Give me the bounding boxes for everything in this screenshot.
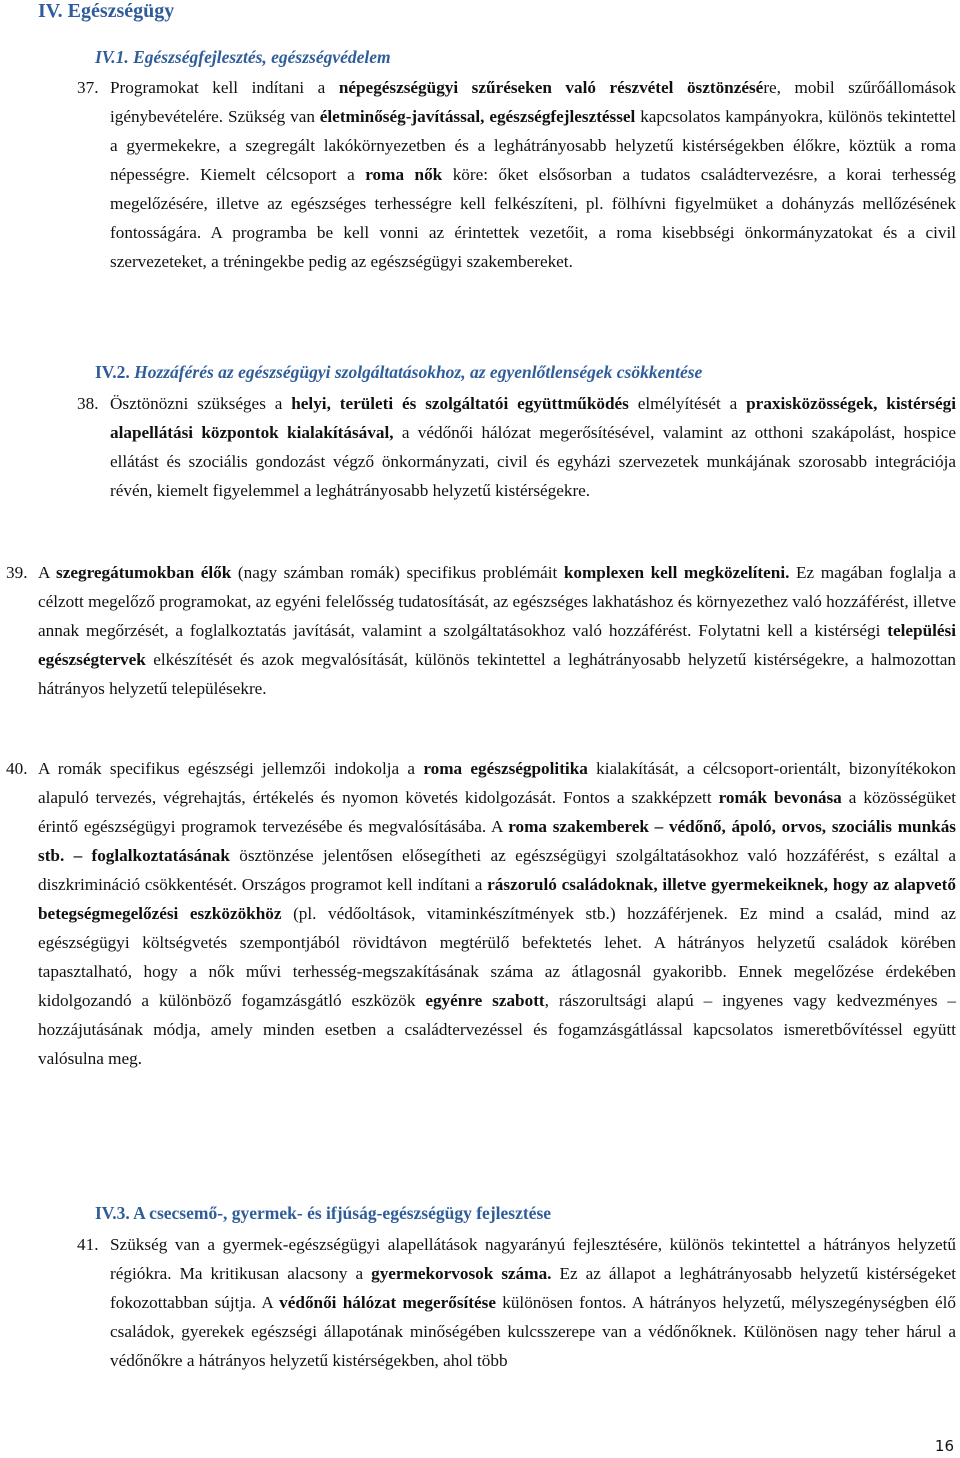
- text-run: köre: őket elsősorban a tudatos családtervezésre, a korai terhesség megelőzésére, illetve az egészséges terhességre kell felkészíteni, pl. fölhívni figyelmüket a dohányzás mellőzésének fontosságára. A programba be kell vonni az érintettek vezetőit, a roma kisebbségi önkormányzatokat és a civil szervezeteket, a tréningekbe pedig az egészségügyi szakembereket.: [110, 165, 956, 271]
- text-run: ösztönzése jelentősen elősegítheti az egészségügyi szolgáltatásokhoz való hozzáférést, s ezáltal a diszkrimináció csökkentését. Országos programot kell indítani a: [38, 846, 956, 894]
- bold-text: roma szakemberek – védőnő, ápoló, orvos, szociális munkás stb. – foglalkoztatásának: [38, 817, 956, 865]
- text-run: (nagy számban romák) specifikus problémáit: [231, 563, 564, 582]
- section-title: Egészségfejlesztés, egészségvédelem: [133, 47, 391, 67]
- bold-text: roma nők: [365, 165, 443, 184]
- text-run: Programokat kell indítani a: [110, 78, 339, 97]
- section-number: IV.3.: [95, 1203, 130, 1223]
- text-run: a védőnői hálózat megerősítésével, valamint az otthoni szakápolást, hospice ellátást és szociális gondozást végző önkormányzati, civil és egyházi szervezetek munkájának szorosabb integrációja révén, kiemelt figyelemmel a leghátrányosabb helyzetű kistérségekre.: [110, 423, 957, 500]
- item-number: 41.: [77, 1235, 99, 1254]
- section-title: Hozzáférés az egészségügyi szolgáltatásokhoz, az egyenlőtlenségek csökkentése: [134, 362, 703, 382]
- item-number: 40.: [6, 759, 28, 778]
- text-run: re, mobil szűrőállomások igénybevételére. Szükség van: [110, 78, 956, 126]
- paragraph-40: [38, 754, 956, 1073]
- text-run: Ez magában foglalja a célzott megelőző programokat, az egyéni felelősség tudatosítását, az egészséges lakhatáshoz és környezethez való hozzáférést, illetve annak megőrzését, a foglalkoztatás javítását, valamint a szolgáltatásokhoz való hozzáférést. Folytatni kell a kistérségi: [38, 563, 957, 640]
- page-number: 16: [934, 1437, 954, 1455]
- section-heading-iv2: [95, 362, 702, 383]
- section-number: IV.1.: [95, 47, 129, 67]
- text-run: elmélyítését a: [628, 394, 747, 413]
- bold-text: rászoruló családoknak, illetve gyermekeiknek, hogy az alapvető betegségmegelőzési eszközökhöz: [38, 875, 957, 923]
- paragraph-39: [38, 558, 956, 703]
- page-title: IV. Egészségügy: [38, 0, 175, 22]
- paragraph-37: [110, 73, 956, 276]
- text-run: Ösztönözni szükséges a: [110, 394, 292, 413]
- text-run: különösen fontos. A hátrányos helyzetű, mélyszegénységben élő családok, gyerekek egészségi állapotának minőségében kulcsszerepe van a védőnőknek. Különösen nagy teher hárul a védőnőkre a hátrányos helyzetű kistérségekben, ahol több: [110, 1293, 957, 1370]
- text-run: Szükség van a gyermek-egészségügyi alapellátások nagyarányú fejlesztésére, különös tekintettel a hátrányos helyzetű régiókra. Ma kritikusan alacsony a: [110, 1235, 956, 1283]
- text-run: Ez az állapot a leghátrányosabb helyzetű kistérségeket fokozottabban sújtja. A: [110, 1264, 957, 1312]
- text-run: A: [38, 563, 57, 582]
- bold-text: egyénre szabott: [425, 991, 545, 1010]
- bold-text: védőnői hálózat megerősítése: [279, 1293, 496, 1312]
- text-run: , rászorultsági alapú – ingyenes vagy kedvezményes – hozzájutásának módja, amely minden esetben a családtervezéssel és fogamzásgátlással kapcsolatos ismeretbővítéssel együtt valósulna meg.: [38, 991, 956, 1068]
- section-heading-iv1: [95, 47, 391, 68]
- bold-text: praxisközösségek, kistérségi alapellátási központok kialakításával,: [110, 394, 956, 442]
- text-run: elkészítését és azok megvalósítását, különös tekintettel a leghátrányosabb helyzetű kistérségekre, a halmozottan hátrányos helyzetű településekre.: [38, 650, 956, 698]
- paragraph-38: [110, 389, 956, 505]
- item-number: 39.: [6, 563, 28, 582]
- bold-text: komplexen kell megközelíteni.: [563, 563, 790, 582]
- item-number: 37.: [77, 78, 99, 97]
- item-number: 38.: [77, 394, 99, 413]
- bold-text: gyermekorvosok száma.: [371, 1264, 552, 1283]
- section-title: A csecsemő-, gyermek- és ifjúság-egészségügy fejlesztése: [133, 1203, 552, 1223]
- bold-text: népegészségügyi szűréseken való részvétel ösztönzésé: [338, 78, 764, 97]
- bold-text: romák bevonása: [718, 788, 842, 807]
- text-run: A romák specifikus egészségi jellemzői indokolja a: [38, 759, 424, 778]
- bold-text: helyi, területi és szolgáltatói együttműködés: [291, 394, 629, 413]
- paragraph-41: [110, 1230, 956, 1375]
- bold-text: szegregátumokban élők: [56, 563, 232, 582]
- text-run: kialakítását, a célcsoport-orientált, bizonyítékokon alapuló tervezés, végrehajtás, értékelés és nyomon követés kidolgozását. Fontos a szakképzett: [38, 759, 956, 807]
- text-run: a közösségüket érintő egészségügyi programok tervezésébe és megvalósításába. A: [38, 788, 956, 836]
- bold-text: életminőség-javítással, egészségfejlesztéssel: [319, 107, 636, 126]
- bold-text: roma egészségpolitika: [423, 759, 588, 778]
- section-heading-iv3: [95, 1203, 551, 1224]
- text-run: kapcsolatos kampányokra, különös tekintettel a gyermekekre, a szegregált lakókörnyezetben és a leghátrányosabb helyzetű kistérségekben élőkre, köztük a roma népességre. Kiemelt célcsoport a: [110, 107, 956, 184]
- section-number: IV.2.: [95, 362, 130, 382]
- text-run: (pl. védőoltások, vitaminkészítmények stb.) hozzáférjenek. Ez mind a család, mind az egészségügyi költségvetés szempontjából rövidtávon megtérülő befektetés lehet. A hátrányos helyzetű családok körében tapasztalható, hogy a nők művi terhesség-megszakításának száma az átlagosnál gyakoribb. Ennek megelőzése érdekében kidolgozandó a különböző fogamzásgátló eszközök: [38, 904, 956, 1010]
- bold-text: települési egészségtervek: [38, 621, 956, 669]
